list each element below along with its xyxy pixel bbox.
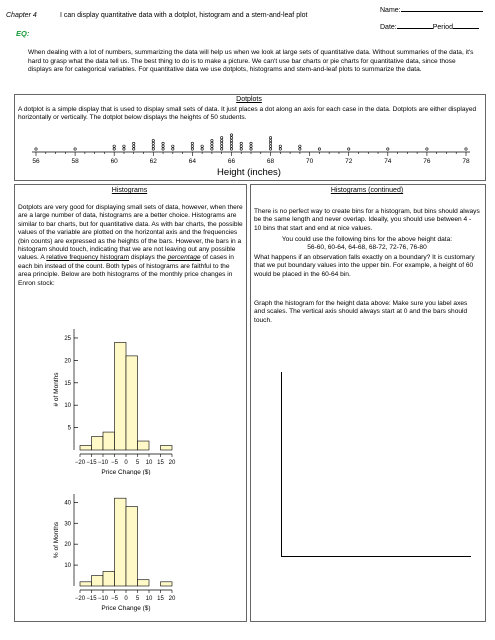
hist-bar xyxy=(138,441,150,450)
dotplot-dot xyxy=(240,142,242,144)
hist-x-tick-label: 15 xyxy=(157,596,164,602)
dotplot-dot xyxy=(35,148,37,150)
hist-x-tick-label: 0 xyxy=(124,596,128,602)
hist-x-tick-label: −20 xyxy=(74,596,86,602)
hist-bar xyxy=(103,571,115,586)
hist-bar xyxy=(138,580,150,586)
dotplot-dot xyxy=(299,145,301,147)
hist-bar xyxy=(115,498,127,586)
dotplot-dot xyxy=(299,148,301,150)
dotplot-dot xyxy=(269,137,271,139)
dotplot-dot xyxy=(220,148,222,150)
dotplot-dot xyxy=(240,145,242,147)
dotplot-dot xyxy=(211,139,213,141)
dotplot-title: Dotplots xyxy=(236,96,262,103)
hist-bar xyxy=(115,342,127,450)
dotplot-dot xyxy=(220,142,222,144)
dotplot-dot xyxy=(230,142,232,144)
dotplot-tick-label: 68 xyxy=(266,158,275,165)
dotplot-dot xyxy=(152,145,154,147)
dotplot-dot xyxy=(162,148,164,150)
hist-bar xyxy=(92,576,104,586)
hist-bar xyxy=(126,507,138,586)
dotplot-dot xyxy=(230,145,232,147)
dotplot-dot xyxy=(191,142,193,144)
eq-label: EQ: xyxy=(16,29,30,38)
dotplot-dot xyxy=(113,145,115,147)
name-label: Name: xyxy=(380,7,401,14)
hist-x-tick-label: −5 xyxy=(111,460,118,466)
hist-y-tick-label: 20 xyxy=(64,542,71,549)
blank-y-axis xyxy=(281,372,282,556)
dotplot-dot xyxy=(133,142,135,144)
hist-x-tick-label: −10 xyxy=(97,460,109,466)
dotplot-dot xyxy=(211,145,213,147)
hist-x-tick-label: 5 xyxy=(135,460,140,466)
histograms-title: Histograms xyxy=(111,187,148,194)
dotplot-tick-label: 78 xyxy=(462,158,470,165)
dotplot-dot xyxy=(250,145,252,147)
dotplot-tick-label: 76 xyxy=(423,158,431,165)
hist-x-tick-label: 15 xyxy=(157,460,164,466)
dotplot-dot xyxy=(240,148,242,150)
histogram-count xyxy=(36,325,206,475)
dotplot-tick-label: 74 xyxy=(384,158,392,165)
dotplot-dot xyxy=(152,148,154,150)
dotplot-dot xyxy=(152,139,154,141)
dotplot-tick-label: 66 xyxy=(227,158,236,165)
dotplot-dot xyxy=(191,148,193,150)
dotplot-dot xyxy=(133,148,135,150)
hist-bar xyxy=(103,432,115,450)
hist-bar xyxy=(92,437,104,450)
hist-x-tick-label: 10 xyxy=(145,596,153,602)
dotplot-dot xyxy=(113,148,115,150)
hist-bar xyxy=(161,446,173,450)
dotplot-tick-label: 70 xyxy=(306,158,314,165)
hist-x-tick-label: −20 xyxy=(74,460,86,466)
hist-y-tick-label: 20 xyxy=(64,358,71,365)
graph-instructions: Graph the histogram for the height data above: Make sure you label axes and scales. The vertical axis should always start at 0 and the bars should touch. xyxy=(254,300,468,324)
relative-frequency-term: relative frequency histogram xyxy=(46,254,130,262)
dotplot-dot xyxy=(162,142,164,144)
dotplot-dot xyxy=(465,148,467,150)
dotplot-tick-label: 56 xyxy=(32,158,40,165)
histograms-text: Dotplots are very good for displaying small sets of data, however, when there are a large number of data, histograms are a better choice. Histograms are similar to bar charts, but for quantitative data. As with bar charts, the possible values of the variable are plotted on the horizontal axis and the frequencies (bin counts) are expressed as the heights of the bars. However, the bars in a histogram should touch, indicating that we are not leaving out any possible values. A relative frequency histogram displays the percentage of cases in each bin instead of the count. Both types of histograms are faithful to the area principle. Below are both histograms of the monthly price changes in Enron stock: xyxy=(18,204,243,287)
dotplot-dot xyxy=(230,139,232,141)
blank-x-axis xyxy=(281,556,471,557)
dotplot-dot xyxy=(211,142,213,144)
hist-x-tick-label: 10 xyxy=(145,460,153,466)
dotplot-dot xyxy=(220,139,222,141)
dotplot-dot xyxy=(348,148,350,150)
dotplot-dot xyxy=(220,137,222,139)
hist-x-label: Price Change ($) xyxy=(101,605,151,612)
dotplot-dot xyxy=(426,148,428,150)
hist-bar xyxy=(80,446,92,450)
hist-x-tick-label: −10 xyxy=(97,596,109,602)
dotplot-text: A dotplot is a simple display that is used to display small sets of data. It just places a dot along an axis for each case in the data. Dotplots are either displayed horizontally or vertically. The dotplot below displays the heights of 50 students. xyxy=(18,106,477,122)
hist-y-tick-label: 10 xyxy=(64,403,71,410)
dotplot-dot xyxy=(74,148,76,150)
dotplot-dot xyxy=(250,142,252,144)
boundary-paragraph: What happens if an observation falls exactly on a boundary? It is customary that we put boundary values into the upper bin. For example, a height of 60 would be placed in the 60-64 bin. xyxy=(254,254,475,278)
hist-x-tick-label: 5 xyxy=(135,596,140,602)
dotplot-dot xyxy=(191,145,193,147)
hist-y-tick-label: 30 xyxy=(64,521,71,528)
hist-bar xyxy=(161,582,173,586)
dotplot-tick-label: 72 xyxy=(345,158,353,165)
dotplot-dot xyxy=(269,148,271,150)
dotplot-dot xyxy=(230,137,232,139)
hist-y-tick-label: 10 xyxy=(64,563,71,570)
page-title: I can display quantitative data with a dotplot, histogram and a stem-and-leaf plot xyxy=(60,12,308,19)
hist-x-tick-label: −15 xyxy=(86,596,97,602)
hist-y-tick-label: 40 xyxy=(64,500,71,507)
hist-y-label: % of Months xyxy=(53,521,60,559)
hist-y-label: # of Months xyxy=(53,372,60,407)
hist-bar xyxy=(80,582,92,586)
hist-x-label: Price Change ($) xyxy=(101,469,151,475)
dotplot-dot xyxy=(162,145,164,147)
name-field[interactable] xyxy=(380,5,483,14)
dotplot-dot xyxy=(172,145,174,147)
dotplot-dot xyxy=(172,148,174,150)
hist-bar xyxy=(126,356,138,450)
dotplot-dot xyxy=(279,145,281,147)
hist-x-tick-label: 20 xyxy=(168,460,176,466)
dotplot-tick-label: 60 xyxy=(110,158,118,165)
hist-y-tick-label: 25 xyxy=(64,335,71,342)
period-label: Period xyxy=(432,24,453,31)
histograms-continued-title: Histograms (continued) xyxy=(330,187,404,194)
dotplot-dot xyxy=(220,145,222,147)
dotplot-tick-label: 58 xyxy=(71,158,79,165)
dotplot-dot xyxy=(387,148,389,150)
dotplot-dot xyxy=(269,145,271,147)
dotplot-dot xyxy=(318,148,320,150)
date-period-field[interactable] xyxy=(380,22,479,31)
dotplot-dot xyxy=(269,139,271,141)
dotplot-dot xyxy=(152,142,154,144)
dotplot-dot xyxy=(279,148,281,150)
dotplot-dot xyxy=(230,148,232,150)
bins-paragraph: There is no perfect way to create bins for a histogram, but bins should always be the same length and never overlap. Ideally, you should use between 4 - 10 bins that start and end at nice values. xyxy=(254,208,480,232)
intro-paragraph: When dealing with a lot of numbers, summarizing the data will help us when we look at large sets of quantitative data. Without summaries of the data, it's hard to grasp what the data tell us. The best thing to do is to make a picture. We can't use bar charts or pie charts for quantitative data, since those displays are for categorical variables. For quantitative data we use dotplots, histograms and stem-and-leaf plots to summarize the data. xyxy=(28,49,474,74)
dotplot-chart xyxy=(14,128,484,178)
dotplot-dot xyxy=(123,148,125,150)
dotplot-dot xyxy=(211,148,213,150)
dotplot-axis-label: Height (inches) xyxy=(217,167,281,178)
hist-x-tick-label: 20 xyxy=(168,596,176,602)
dotplot-tick-label: 62 xyxy=(149,158,157,165)
dotplot-dot xyxy=(201,145,203,147)
hist-x-tick-label: −15 xyxy=(86,460,97,466)
bins-suggestion: You could use the following bins for the above height data: 56-60, 60-64, 64-68, 68-72, 72-76, 76-80 xyxy=(281,236,453,252)
dotplot-dot xyxy=(230,134,232,136)
hist-x-tick-label: −5 xyxy=(111,596,118,602)
hist-y-tick-label: 5 xyxy=(67,425,71,432)
hist-x-tick-label: 0 xyxy=(124,460,128,466)
hist-y-tick-label: 15 xyxy=(64,380,71,387)
chapter-label: Chapter 4 xyxy=(6,12,37,19)
dotplot-tick-label: 64 xyxy=(188,158,196,165)
dotplot-dot xyxy=(269,142,271,144)
dotplot-dot xyxy=(133,145,135,147)
date-label: Date: xyxy=(380,24,397,31)
percentage-term: percentage xyxy=(167,254,201,262)
dotplot-dot xyxy=(201,148,203,150)
histogram-relative xyxy=(36,490,206,620)
dotplot-dot xyxy=(250,148,252,150)
dotplot-dot xyxy=(123,145,125,147)
